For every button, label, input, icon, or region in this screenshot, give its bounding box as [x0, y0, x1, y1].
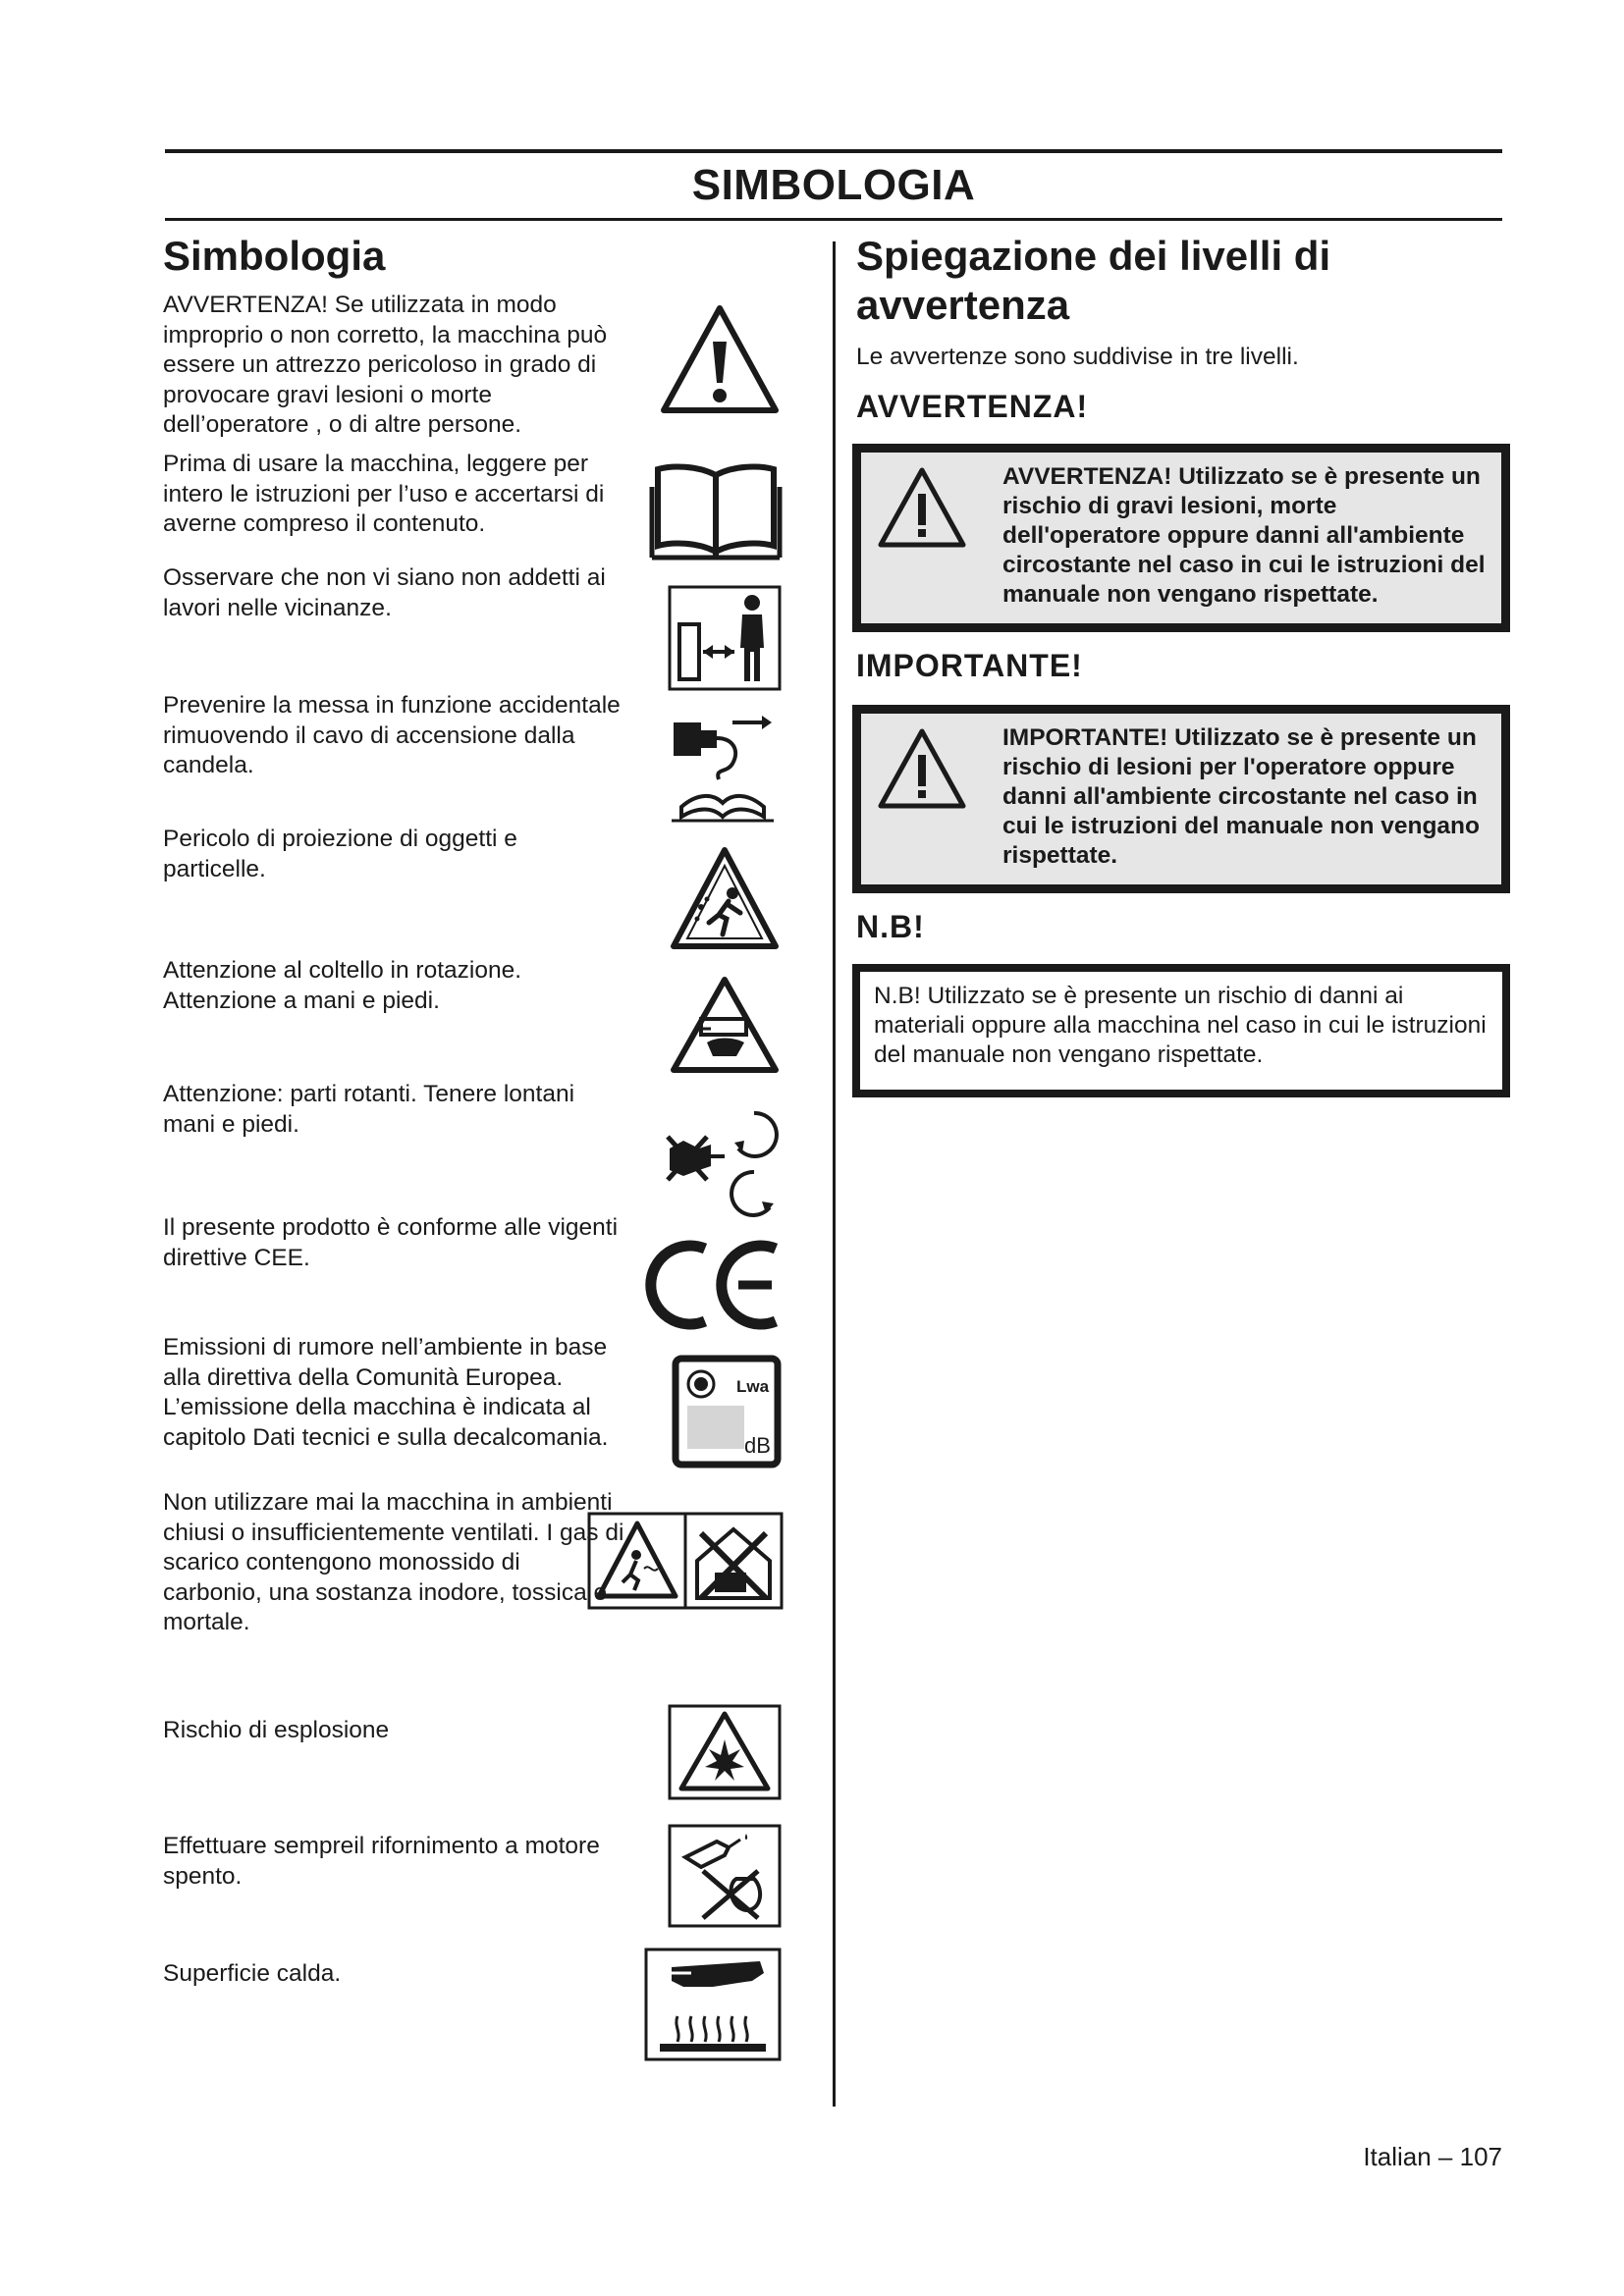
explosion-risk-icon	[668, 1704, 782, 1800]
symbol-text-noise: Emissioni di rumore nell’ambiente in base alla direttiva della Comunità Europea. L’emissione della macchina è indicata al capitolo Dati tecnici e sulla decalcomania.	[163, 1334, 609, 1451]
thrown-objects-icon	[668, 844, 782, 954]
header-rule-top	[165, 149, 1502, 153]
symbol-text-spark-plug: Prevenire la messa in funzione accidentale rimuovendo il cavo di accensione dalla candela.	[163, 692, 621, 778]
section-title-warning-levels: Spiegazione dei livelli di avvertenza	[856, 233, 1331, 328]
spark-plug-cable-icon	[664, 709, 782, 827]
symbol-text-rotating-parts: Attenzione: parti rotanti. Tenere lontani mani e piedi.	[163, 1081, 575, 1138]
warning-triangle-icon	[875, 725, 969, 817]
warning-box-text: AVVERTENZA! Utilizzato se è presente un rischio di gravi lesioni, morte dell'operatore oppure danni all'ambiente circostante nel caso in cui le istruzioni del manuale non vengano rispettate.	[1002, 463, 1486, 608]
column-divider	[833, 241, 836, 2107]
rotating-blade-icon	[668, 974, 782, 1076]
manual-book-icon	[648, 457, 784, 561]
symbol-text-ce: Il presente prodotto è conforme alle vigenti direttive CEE.	[163, 1214, 619, 1271]
rotating-parts-icon	[664, 1097, 782, 1223]
symbol-text-rotating-blade: Attenzione al coltello in rotazione. Attenzione a mani e piedi.	[163, 957, 521, 1014]
level-heading-nb: N.B!	[856, 909, 925, 944]
ce-mark-icon	[644, 1233, 784, 1335]
warning-box-text: IMPORTANTE! Utilizzato se è presente un rischio di lesioni per l'operatore oppure danni all'ambiente circostante nel caso in cui le istruzioni del manuale non vengano rispettate.	[1002, 724, 1480, 869]
symbol-text-manual: Prima di usare la macchina, leggere per intero le istruzioni per l’uso e accertarsi di averne compreso il contenuto.	[163, 451, 605, 537]
warning-levels-intro: Le avvertenze sono suddivise in tre livelli.	[856, 344, 1299, 370]
warning-box-avvertenza	[852, 444, 1510, 632]
warning-triangle-icon	[658, 302, 782, 416]
symbol-text-warning: AVVERTENZA! Se utilizzata in modo improprio o non corretto, la macchina può essere un attrezzo pericoloso in grado di provocare gravi lesioni o morte dell’operatore , o di altre persone.	[163, 292, 608, 438]
hot-surface-icon	[644, 1948, 782, 2061]
page-title: SIMBOLOGIA	[691, 161, 976, 209]
page-number: Italian – 107	[1363, 2142, 1502, 2171]
noise-level-icon	[672, 1355, 782, 1468]
noise-lwa-label: Lwa	[736, 1377, 770, 1396]
symbol-text-bystanders: Osservare che non vi siano non addetti ai lavori nelle vicinanze.	[163, 564, 606, 621]
symbol-text-refuel: Effettuare sempreil rifornimento a motore spento.	[163, 1833, 600, 1890]
symbol-text-explosion: Rischio di esplosione	[163, 1717, 390, 1743]
warning-box-importante	[852, 705, 1510, 893]
refuel-engine-off-icon	[668, 1824, 782, 1928]
header-rule-bottom	[165, 218, 1502, 221]
symbol-text-exhaust: Non utilizzare mai la macchina in ambienti chiusi o insufficientemente ventilati. I gas di scarico contengono monossido di carbonio, una sostanza inodore, tossica e mortale.	[163, 1489, 624, 1635]
safety-distance-icon	[668, 585, 782, 691]
exhaust-gas-icon	[587, 1512, 784, 1610]
symbol-text-hot-surface: Superficie calda.	[163, 1960, 342, 1987]
section-title-simbologia: Simbologia	[163, 233, 386, 279]
level-heading-avvertenza: AVVERTENZA!	[856, 389, 1089, 424]
note-box-nb: N.B! Utilizzato se è presente un rischio di danni ai materiali oppure alla macchina nel caso in cui le istruzioni del manuale non vengano rispettate.	[852, 964, 1510, 1097]
level-heading-importante: IMPORTANTE!	[856, 648, 1083, 683]
symbol-text-thrown-objects: Pericolo di proiezione di oggetti e particelle.	[163, 826, 517, 882]
warning-triangle-icon	[875, 464, 969, 556]
noise-db-label: dB	[744, 1433, 771, 1458]
